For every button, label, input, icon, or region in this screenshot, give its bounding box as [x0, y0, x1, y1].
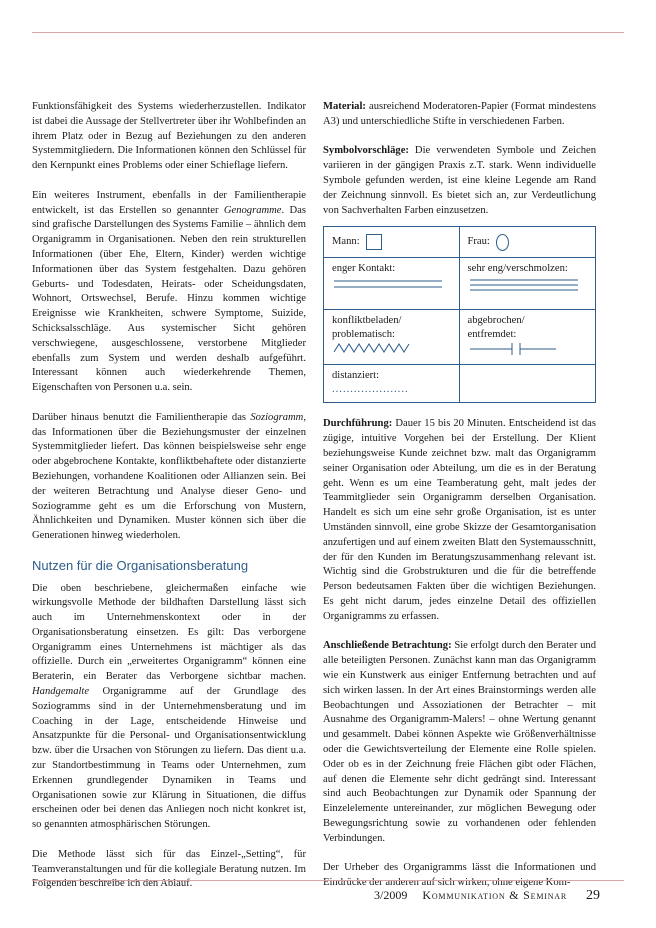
right-column — [323, 100, 596, 906]
legend-cell-abgebrochen: abgebrochen/ entfremdet: — [460, 310, 596, 365]
label: Durchführung: — [323, 418, 393, 430]
dotted-line: ..................... — [332, 384, 409, 396]
legend-cell-enger-kontakt: enger Kontakt: — [324, 258, 460, 310]
paragraph-betrachtung: Anschließende Betrachtung: Sie erfolgt durch den Berater und alle beteiligten Personen. Zunächst kann man das Organigramm wie ein Kunstwerk aus einiger Entfernung betrachten und auf sich wirken lassen. In der Art eines Brainstormings werden alle Beobachtungen und Assoziationen der Betrachter – mit Ausnahme des Organigramm-Malers! – ohne Wertung genannt und gesammelt. Dabei können Aspekte wie Größenverhältnisse oder die Gewichtsverteilung der Elemente eine Rolle spielen. Oder ob es in der Zeichnung freie Flächen gibt oder Flächen, auf denen die Elemente sehr dicht gedrängt sind. Interessant sind auch Beobachtungen zur Dynamik oder Spannung der Einzelelemente untereinander, zur möglichen Bewegung oder Bewegungsrichtung sowie zu vorhandenen oder fehlenden Verbindungen. — [323, 640, 596, 844]
paragraph-genogramme: Ein weiteres Instrument, ebenfalls in der Familientherapie entwickelt, ist das Erstellen so genannter Genogramme. Das sind grafische Darstellungen des Systems Familie – ähnlich dem Organigramm in Organisationen. Neben den rein strukturellen Informationen (über Ehe, Eltern, Kinder) werden wichtige Informationen über das System festgehalten. Dazu gehören Geburts- und Todesdaten, Heirats- oder Scheidungsdaten, Wohnort, Ortswechsel, Berufe. Hinzu kommen wichtige Ereignisse wie Krankheiten, schwere Symptome, Suizide, Schicksalsschläge. Aus systemischer Sicht gehören verschwiegene, ausgeschlossene, verstorbene Mitglieder ebenfalls zum System und werden deshalb aufgeführt. Interessant können auch wiederkehrende Themen, Eigenschaften von Personen u.a. sein. — [32, 189, 306, 394]
magazine-title: Kommunikation & Seminar — [422, 888, 567, 902]
circle-icon — [496, 234, 509, 251]
legend-cell-sehr-eng: sehr eng/verschmolzen: — [460, 258, 596, 310]
label: Anschließende Betrachtung: — [323, 640, 452, 652]
paragraph-urheber: Der Urheber des Organigramms lässt die Informationen und Eindrücke der anderen auf sich wirken, ohne eigene Kom- — [323, 862, 596, 889]
page-number: 29 — [586, 888, 600, 903]
label: Symbolvorschläge: — [323, 145, 409, 157]
broken-line-icon — [468, 342, 558, 356]
emphasis: Handgemalte — [32, 686, 90, 698]
paragraph-material: Material: ausreichend Moderatoren-Papier (Format mindestens A3) und unterschiedliche Stifte in verschiedenen Farben. — [323, 101, 596, 127]
square-icon — [366, 234, 382, 250]
section-heading: Nutzen für die Organisationsberatung — [32, 557, 249, 573]
zigzag-line-icon — [332, 342, 412, 354]
double-line-icon — [332, 276, 444, 290]
bottom-rule — [32, 880, 624, 881]
paragraph-nutzen: Die oben beschriebene, gleichermaßen einfache wie wirkungsvolle Methode der bildhaften Darstellung lässt sich auch im Unternehmenskontext oder in der Organisationsberatung einsetzen. Es gilt: Das verborgene Organigramm eines Unternehmens ist mächtiger als das offizielle. Durch ein „erweitertes Organigramm“ können eine Beraterin, ein Berater das Verborgene sichtbar machen. Handgemalte Organigramme auf der Grundlage des Soziogramms sind in der Unternehmensberatung und im Coaching in der Lage, entscheidende Hinweise und Ansatzpunkte für die Personal- und Organisationsentwicklung bzw. über die Ursachen von Störungen zu liefern. Das dient u.a. zur Standortbestimmung in Teams oder Unternehmen, zum Erkennen grundlegender Dynamiken in Teams und Organisationen sowie zur Klärung in Situationen, die diffus erscheinen oder bei denen das Anliegen noch nicht konkret ist, so genannten atmosphärischen Störungen. — [32, 582, 306, 831]
paragraph-symbole: Symbolvorschläge: Die verwendeten Symbole und Zeichen variieren in der gängigen Praxis z.T. stark. Wenn individuelle Symbole gefunden werden, ist eine kleine Legende am Rand der Zeichnung sinnvoll. Es bietet sich an, zur Verdeutlichung von Sachverhalten Farben einzusetzen. — [323, 145, 596, 216]
paragraph: Funktionsfähigkeit des Systems wiederherzustellen. Indikator ist dabei die Aussage der Stellvertreter über ihr Wohlbefinden an ihrem Platz oder in Bezug auf Beziehungen zu den anderen Systemmitgliedern. Die Informationen können den Schlüssel für den Kernpunkt eines Problems oder einer Schieflage liefern. — [32, 101, 307, 172]
legend-cell-empty — [460, 365, 596, 402]
paragraph-durchfuehrung: Durchführung: Dauer 15 bis 20 Minuten. Entscheidend ist das zügige, intuitive Vorgehen bei der Erstellung. Der Klient beziehungsweise Kunde zeichnet bzw. malt das Organigramm seiner Organisation oder Abteilung, um die es in der Beratung geht. Wenn es um eine Teamberatung geht, malt jedes der Teammitglieder sein Organigramm derselben Organisation. Handelt es sich um eine sehr große Organisation, ist es unter Umständen sinnvoll, eine grobe Skizze der Gesamtorganisation anzufertigen und auf einem zweiten Blatt den Systemausschnitt, der für den Kunden im Beratungszusammenhang relevant ist. Wichtig sind die Grobstrukturen und die für die betreffende Person bedeutsamen Fakten über die wichtigen Beziehungen. Es geht nicht darum, jedes einzelne Detail des offiziellen Organigramms zu erfassen. — [323, 418, 596, 622]
paragraph-soziogramm: Darüber hinaus benutzt die Familientherapie das Soziogramm, das Informationen über die Beziehungsmuster der einzelnen Systemmitglieder liefert. Das können beispielsweise sehr enge oder abgebrochene Kontakte, konfliktbehaftete oder distanzierte Beziehungen, vorhandene Koalitionen oder Allianzen sein. Bei der weiteren Betrachtung und Analyse dieser Geno- und Soziogramme geht es um die Erforschung von Mustern, Ähnlichkeiten und Dynamiken. Muster können sich über die Generationen hinweg wiederholen. — [32, 411, 306, 542]
top-rule — [32, 32, 624, 33]
page-footer — [374, 888, 600, 904]
legend-cell-distanziert: distanziert: ..................... — [324, 365, 460, 402]
legend-cell-mann: Mann: — [324, 227, 460, 258]
paragraph-methode: Die Methode lässt sich für das Einzel-„Setting“, für Teamveranstaltungen und für die kollegiale Beratung nutzen. Im Folgenden beschreibe ich den Ablauf. — [32, 848, 306, 890]
emphasis: Soziogramm — [250, 411, 304, 423]
issue-number: 3/2009 — [374, 888, 408, 902]
triple-line-icon — [468, 276, 580, 294]
emphasis: Genogramme — [223, 204, 282, 216]
label: Material: — [323, 101, 366, 112]
legend-cell-konfliktbeladen: konfliktbeladen/ problematisch: — [324, 310, 460, 365]
left-column — [32, 100, 306, 907]
symbol-legend — [323, 226, 596, 403]
legend-cell-frau: Frau: — [460, 227, 596, 258]
